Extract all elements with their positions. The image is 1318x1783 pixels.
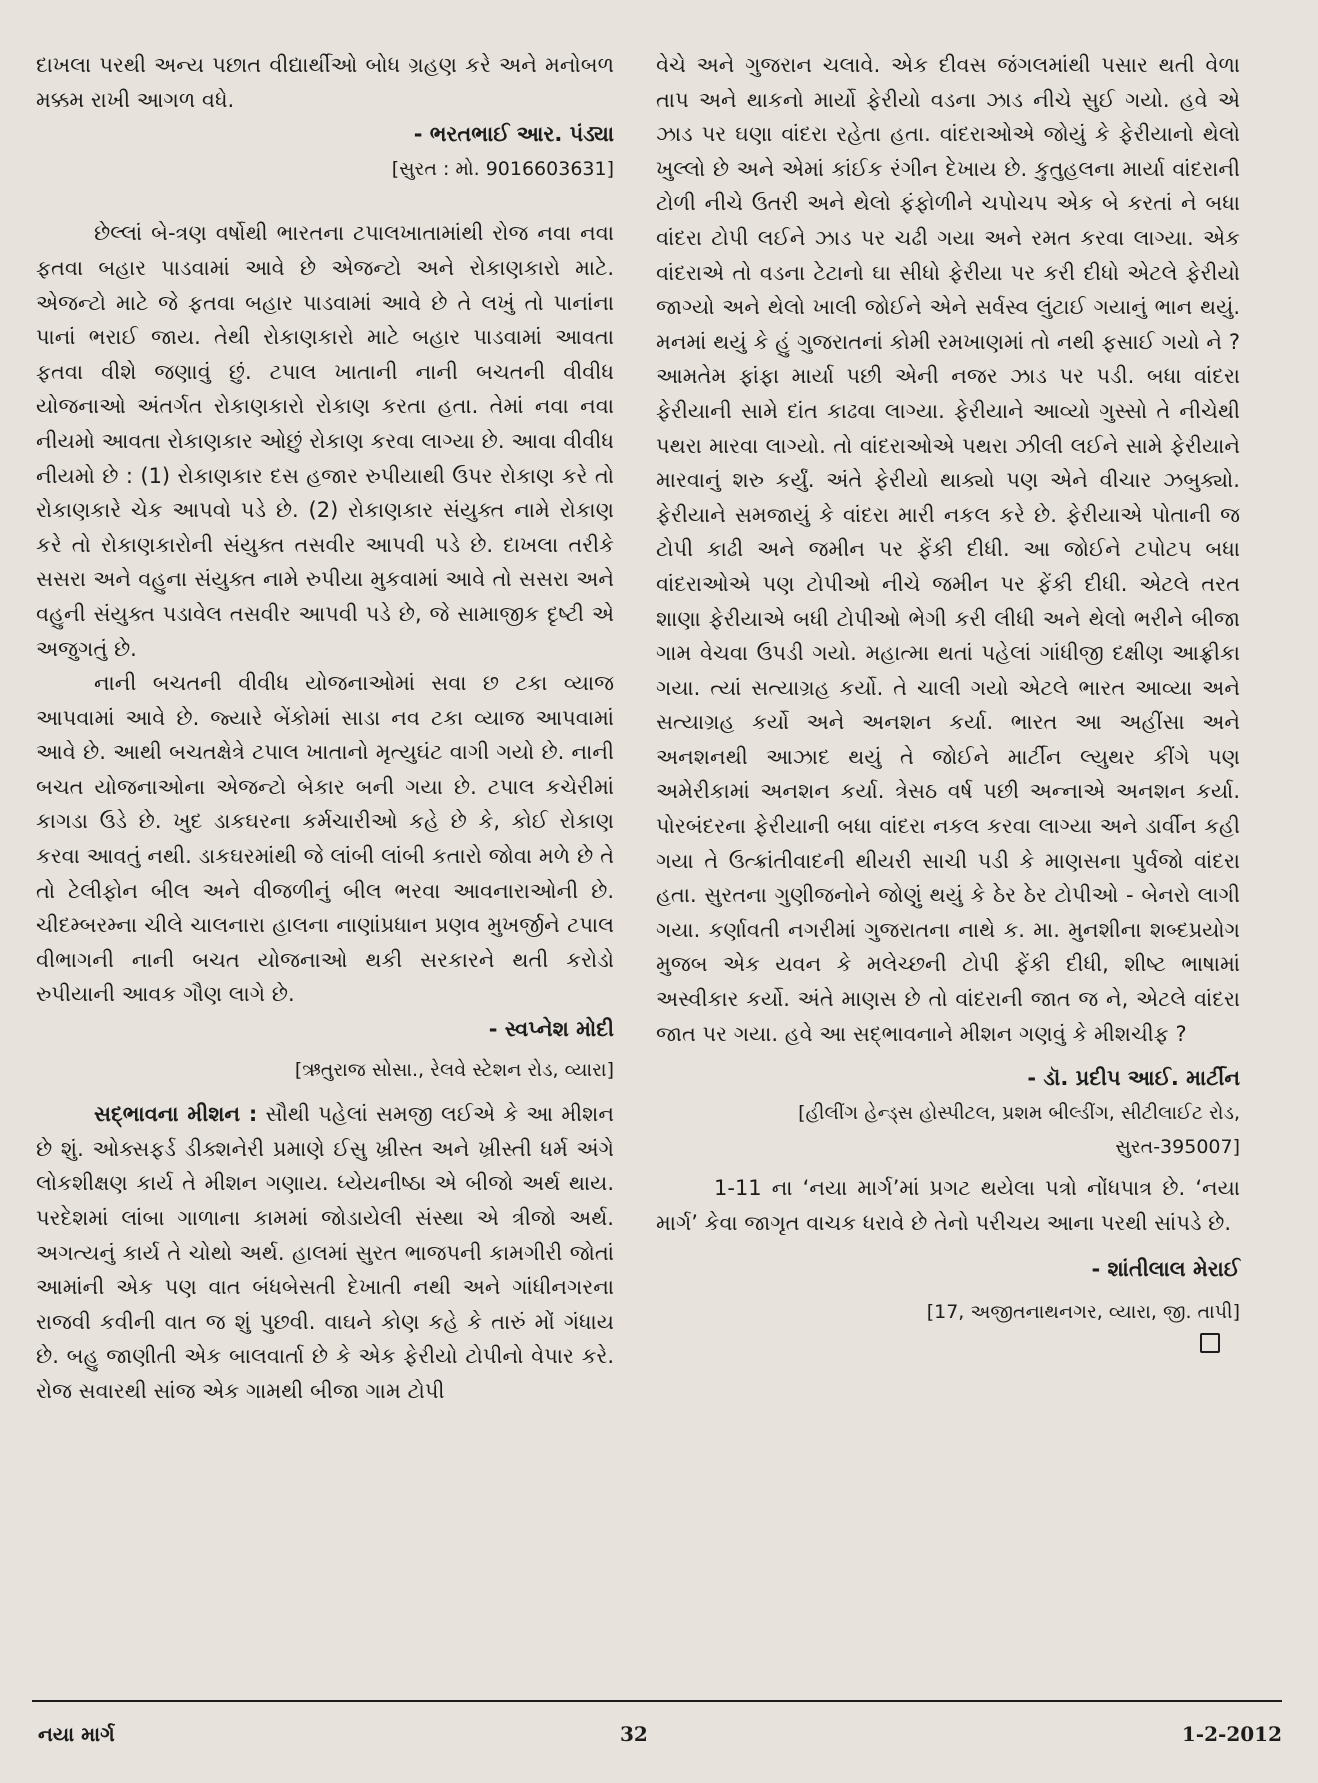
story-paragraph: વેચે અને ગુજરાન ચલાવે. એક દીવસ જંગલમાંથી પસાર થતી વેળા તાપ અને થાકનો માર્યો ફેરીયો વડના ઝાડ નીચે સુઈ ગયો. હવે એ ઝાડ પર ઘણા વાંદરા રહેતા હતા. વાંદરાઓએ જોયું કે ફેરીયાનો થેલો ખુલ્લો છે અને એમાં કાંઈક રંગીન દેખાય છે. કુતુહલના માર્યા વાંદરાની ટોળી નીચે ઉતરી અને થેલો ફંફોળીને ચપોચપ એક બે કરતાં ને બધા વાંદરા ટોપી લઈને ઝાડ પર ચઢી ગયા અને રમત કરવા લાગ્યા. એક વાંદરાએ તો વડના ટેટાનો ઘા સીધો ફેરીયા પર કરી દીધો એટલે ફેરીયો જાગ્યો અને થેલો ખાલી જોઈને એને સર્વસ્વ લુંટાઈ ગયાનું ભાન થયું. મનમાં થયું કે હું ગુજરાતનાં કોમી રમખાણમાં તો નથી ફસાઈ ગયો ને ? આમતેમ ફાંફા માર્યા પછી એની નજર ઝાડ પર પડી. બધા વાંદરા ફેરીયાની સામે દાંત કાઢવા લાગ્યા. ફેરીયાને આવ્યો ગુસ્સો તે નીચેથી પથરા મારવા લાગ્યો. તો વાંદરાઓએ પથરા ઝીલી લઈને સામે ફેરીયાને મારવાનું શરુ કર્યું. અંતે ફેરીયો થાક્યો પણ એને વીચાર ઝબુક્યો. ફેરીયાને સમજાયું કે વાંદરા મારી નકલ કરે છે. ફેરીયાએ પોતાની જ ટોપી કાઢી અને જમીન પર ફેંકી દીધી. આ જોઈને ટપોટપ બધા વાંદરાઓએ પણ ટોપીઓ નીચે જમીન પર ફેંકી દીધી. એટલે તરત શાણા ફેરીયાએ બધી ટોપીઓ ભેગી કરી લીધી અને થેલો ભરીને બીજા ગામ વેચવા ઉપડી ગયો. મહાત્મા થતાં પહેલાં ગાંધીજી દક્ષીણ આફ્રીકા ગયા. ત્યાં સત્યાગ્રહ કર્યો. તે ચાલી ગયો એટલે ભારત આવ્યા અને સત્યાગ્રહ કર્યો અને અનશન કર્યા. ભારત આ અહીંસા અને અનશનથી આઝાદ થયું તે જોઈને માર્ટીન લ્યુથર કીંગે પણ અમેરીકામાં અનશન કર્યા. ત્રેસઠ વર્ષ પછી અન્નાએ અનશન કર્યા. પોરબંદરના ફેરીયાની બધા વાંદરા નકલ કરવા લાગ્યા અને ડાર્વીન કહી ગયા તે ઉત્ક્રાંતીવાદની થીયરી સાચી પડી કે માણસના પુર્વજો વાંદરા હતા. સુરતના ગુણીજનોને જોણું થયું કે ઠેર ઠેર ટોપીઓ - બેનરો લાગી ગયા. કર્ણાવતી નગરીમાં ગુજરાતના નાથે ક. મા. મુનશીના શબ્દપ્રયોગ મુજબ એક યવન કે મલેચ્છની ટોપી ફેંકી દીધી, શીષ્ટ ભાષામાં અસ્વીકાર કર્યો. અંતે માણસ છે તો વાંદરાની જાત જ ને, એટલે વાંદરા જાત પર ગયા. હવે આ સદ્ભાવનાને મીશન ગણવું કે મીશચીફ ? <box>656 53 1240 1046</box>
footer-magazine-name: નયા માર્ગ <box>38 1722 115 1746</box>
postal-letter-paragraph-2: નાની બચતની વીવીધ યોજનાઓમાં સવા છ ટકા વ્યાજ આપવામાં આવે છે. જ્યારે બેંકોમાં સાડા નવ ટકા વ્યાજ આપવામાં આવે છે. આથી બચતક્ષેત્રે ટપાલ ખાતાનો મૃત્યુઘંટ વાગી ગયો છે. નાની બચત યોજનાઓના એજન્ટો બેકાર બની ગયા છે. ટપાલ કચેરીમાં કાગડા ઉડે છે. ખુદ ડાકઘરના કર્મચારીઓ કહે છે કે, કોઈ રોકાણ કરવા આવતું નથી. ડાકઘરમાંથી જે લાંબી લાંબી કતારો જોવા મળે છે તે તો ટેલીફોન બીલ અને વીજળીનું બીલ ભરવા આવનારાઓની છે. ચીદમ્બરમ્ના ચીલે ચાલનારા હાલના નાણાંપ્રધાન પ્રણવ મુખર્જીને ટપાલ વીભાગની નાની બચત યોજનાઓ થકી સરકારને થતી કરોડો રુપીયાની આવક ગૌણ લાગે છે. <box>36 671 614 1007</box>
mission-letter-paragraph <box>36 1097 614 1408</box>
signature-bharatbhai: - ભરતભાઈ આર. પંડ્યા <box>413 122 614 147</box>
end-box-icon <box>1200 1333 1220 1353</box>
postal-letter-paragraph-1: છેલ્લાં બે-ત્રણ વર્ષોથી ભારતના ટપાલખાતામાંથી રોજ નવા નવા ફતવા બહાર પાડવામાં આવે છે એજન્ટો અને રોકાણકારો માટે. એજન્ટો માટે જે ફતવા બહાર પાડવામાં આવે છે તે લખું તો પાનાંના પાનાં ભરાઈ જાય. તેથી રોકાણકારો માટે બહાર પાડવામાં આવતા ફતવા વીશે જણાવું છું. ટપાલ ખાતાની નાની બચતની વીવીધ યોજનાઓ અંતર્ગત રોકાણકારો રોકાણ કરતા હતા. તેમાં નવા નવા નીયમો આવતા રોકાણકાર ઓછું રોકાણ કરવા લાગ્યા છે. આવા વીવીધ નીયમો છે : (1) રોકાણકાર દસ હજાર રુપીયાથી ઉપર રોકાણ કરે તો રોકાણકારે ચેક આપવો પડે છે. (2) રોકાણકાર સંયુક્ત નામે રોકાણ કરે તો રોકાણકારોની સંયુક્ત તસવીર આપવી પડે છે. દાખલા તરીકે સસરા અને વહુના સંયુક્ત નામે રુપીયા મુકવામાં આવે તો સસરા અને વહુની સંયુક્ત પડાવેલ તસવીર આપવી પડે છે, જે સામાજીક દૃષ્ટી એ અજુગતું છે. <box>36 221 614 661</box>
footer-page-number: 32 <box>620 1722 648 1746</box>
address-surat: [સુરત : મો. 9016603631] <box>391 157 614 180</box>
address-hospital: [હીલીંગ હેન્ડ્સ હોસ્પીટલ, પ્રશમ બીલ્ડીંગ, સીટીલાઈટ રોડ, સુરત-395007] <box>798 1101 1240 1159</box>
signature-swapnesh: - સ્વપ્નેશ મોદી <box>488 1017 614 1042</box>
mission-lead: સદ્ભાવના મીશન : <box>94 1102 258 1127</box>
signature-pradip: - ડૉ. પ્રદીપ આઈ. માર્ટીન <box>1027 1066 1240 1091</box>
left-column <box>36 48 614 1409</box>
address-ajitnathnagar: [17, અજીતનાથનગર, વ્યારા, જી. તાપી] <box>926 1300 1240 1323</box>
right-column <box>656 48 1240 1364</box>
letter-ending-paragraph: દાખલા પરથી અન્ય પછાત વીદ્યાર્થીઓ બોધ ગ્રહણ કરે અને મનોબળ મક્કમ રાખી આગળ વધે. <box>36 53 614 112</box>
address-vyara: [ઋતુરાજ સોસા., રેલવે સ્ટેશન રોડ, વ્યારા] <box>294 1058 614 1081</box>
page-footer <box>32 1700 1282 1754</box>
mission-text: સૌથી પહેલાં સમજી લઈએ કે આ મીશન છે શું. ઓક્સફર્ડ ડીક્શનેરી પ્રમાણે ઈસુ ખ્રીસ્ત અને ખ્રીસ્તી ધર્મ અંગે લોકશીક્ષણ કાર્ય તે મીશન ગણાય. ધ્યેયનીષ્ઠા એ બીજો અર્થ થાય. પરદેશમાં લાંબા ગાળાના કામમાં જોડાયેલી સંસ્થા એ ત્રીજો અર્થ. અગત્યનું કાર્ય તે ચોથો અર્થ. હાલમાં સુરત ભાજપની કામગીરી જોતાં આમાંની એક પણ વાત બંધબેસતી દેખાતી નથી અને ગાંધીનગરના રાજવી કવીની વાત જ શું પુછવી. વાઘને કોણ કહે કે તારું મોં ગંધાય છે. બહુ જાણીતી એક બાલવાર્તા છે કે એક ફેરીયો ટોપીનો વેપાર કરે. રોજ સવારથી સાંજ એક ગામથી બીજા ગામ ટોપી <box>36 1102 614 1403</box>
signature-shantilal: - શાંતીલાલ મેરાઈ <box>1091 1257 1240 1282</box>
footer-date: 1-2-2012 <box>1181 1722 1282 1746</box>
readers-note-paragraph: 1-11 ના ‘નયા માર્ગ’માં પ્રગટ થયેલા પત્રો નોંધપાત્ર છે. ‘નયા માર્ગ’ કેવા જાગૃત વાચક ધરાવે છે તેનો પરીચય આના પરથી સાંપડે છે. <box>656 1176 1240 1235</box>
end-mark <box>656 1329 1240 1364</box>
